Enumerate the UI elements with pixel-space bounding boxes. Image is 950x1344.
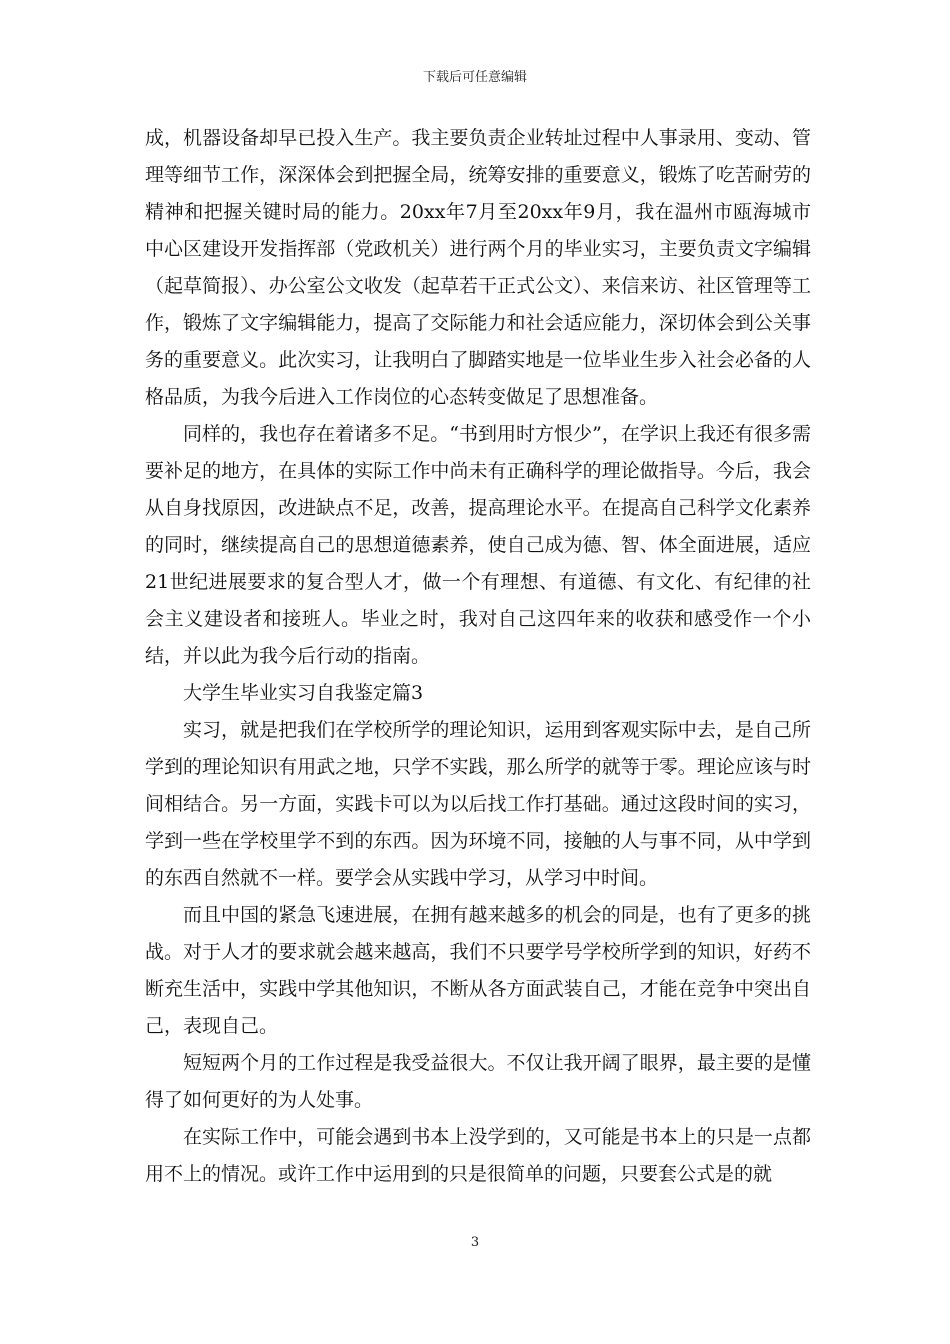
section-heading: 大学生毕业实习自我鉴定篇3 xyxy=(183,682,424,704)
paragraph-3: 实习，就是把我们在学校所学的理论知识，运用到客观实际中去，是自己所学到的理论知识有用武之地，只学不实践，那么所学的就等于零。理论应该与时间相结合。另一方面，实践卡可以为以后找工作打基础。通过这段时间的实习，学到一些在学校里学不到的东西。因为环境不同，接触的人与事不同，从中学到的东西自然就不一样。要学会从实践中学习，从学习中时间。 xyxy=(145,719,811,889)
page-header: 下载后可任意编辑 xyxy=(422,70,527,85)
paragraph-1: 成，机器设备却早已投入生产。我主要负责企业转址过程中人事录用、变动、管理等细节工作，深深体会到把握全局，统筹安排的重要意义，锻炼了吃苦耐劳的精神和把握关键时局的能力。20xx年7月至20xx年9月，我在温州市瓯海城市中心区建设开发指挥部（党政机关）进行两个月的毕业实习，主要负责文字编辑（起草简报）、办公室公文收发（起草若干正式公文）、来信来访、社区管理等工作，锻炼了文字编辑能力，提高了交际能力和社会适应能力，深切体会到公关事务的重要意义。此次实习，让我明白了脚踏实地是一位毕业生步入社会必备的人格品质，为我今后进入工作岗位的心态转变做足了思想准备。 xyxy=(145,127,811,408)
paragraph-2: 同样的，我也存在着诸多不足。“书到用时方恨少”，在学识上我还有很多需要补足的地方，在具体的实际工作中尚未有正确科学的理论做指导。今后，我会从自身找原因，改进缺点不足，改善，提高理论水平。在提高自己科学文化素养的同时，继续提高自己的思想道德素养，使自己成为德、智、体全面进展，适应21世纪进展要求的复合型人才，做一个有理想、有道德、有文化、有纪律的社会主义建设者和接班人。毕业之时，我对自己这四年来的收获和感受作一个小结，并以此为我今后行动的指南。 xyxy=(145,423,811,667)
paragraph-6: 在实际工作中，可能会遇到书本上没学到的，又可能是书本上的只是一点都用不上的情况。或许工作中运用到的只是很简单的问题，只要套公式是的就 xyxy=(145,1126,811,1185)
paragraph-5: 短短两个月的工作过程是我受益很大。不仅让我开阔了眼界，最主要的是懂得了如何更好的为人处事。 xyxy=(145,1052,811,1111)
page-number: 3 xyxy=(470,1235,480,1250)
document-body xyxy=(145,120,811,1193)
paragraph-4: 而且中国的紧急飞速进展，在拥有越来越多的机会的同是，也有了更多的挑战。对于人才的要求就会越来越高，我们不只要学号学校所学到的知识，好药不断充生活中，实践中学其他知识，不断从各方面武装自己，才能在竞争中突出自己，表现自己。 xyxy=(145,904,811,1037)
